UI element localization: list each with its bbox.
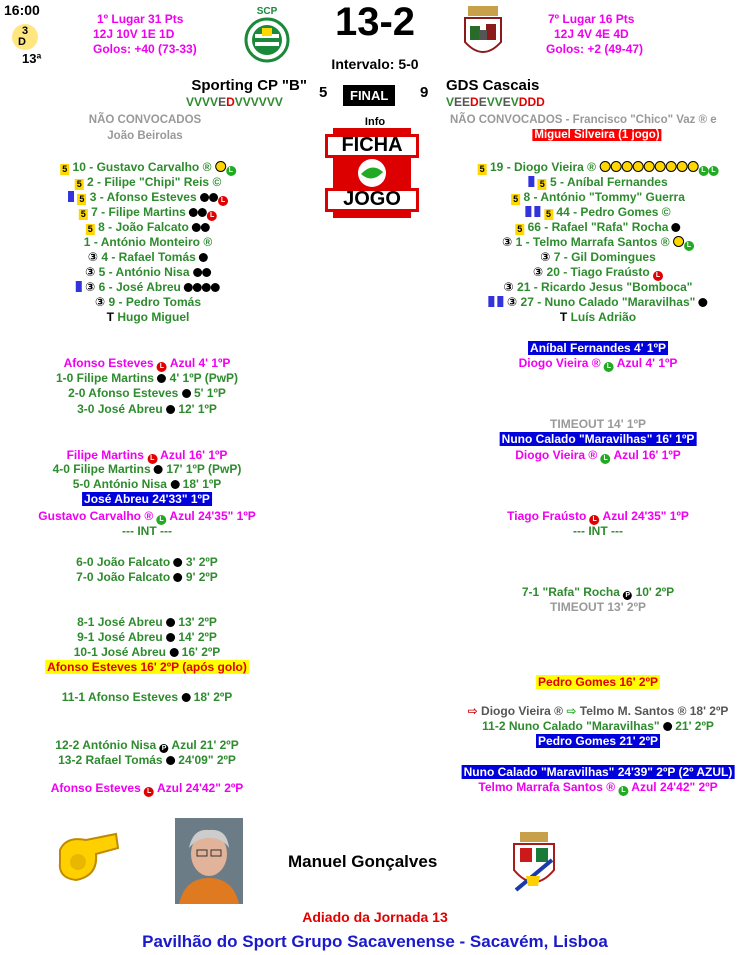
circled-number-icon: ③ [533,265,544,279]
home-player-name: 7 - Filipe Martins [91,205,186,219]
five-fouls-icon: 5 [62,164,68,174]
left-event [77,630,217,644]
five-fouls-icon: 5 [513,194,519,204]
home-player-row [85,265,211,279]
ball-icon [663,722,672,731]
away-form-V: V [446,95,455,109]
sub-in-icon: ⇨ [566,704,577,718]
left-event [77,402,217,416]
away-player-name: 20 - Tiago Fraústo [546,265,650,279]
right-event [550,600,646,614]
circled-number-icon: ③ [85,265,96,279]
match-note: Adiado da Jornada 13 [302,909,448,925]
away-player-name: 5 - Aníbal Fernandes [550,175,668,189]
ball-icon [193,283,202,292]
home-player-name: 5 - António Nisa [98,265,190,279]
home-form [186,95,283,109]
highlight-event: Afonso Esteves 16' 2ºP (após golo) [47,660,247,674]
red-l-icon: L [218,196,228,206]
home-standing [93,12,197,57]
five-fouls-icon: 5 [87,224,93,234]
suspended-player: Miguel Silveira (1 jogo) [534,129,660,141]
left-event [76,570,218,584]
home-player-row [75,175,222,190]
event-detail: 21' 2ºP [671,719,714,733]
away-player-row [560,310,636,324]
left-event [77,615,217,629]
division-logo [10,20,40,52]
away-player-name: 8 - António "Tommy" Guerra [523,190,685,204]
away-player-row [533,265,663,281]
away-player-row [525,205,670,220]
svg-text:SCP: SCP [256,6,278,17]
event-detail: 5' 1ºP [190,386,226,400]
red-l-icon: L [653,271,663,281]
halftime-score: Intervalo: 5-0 [331,56,419,72]
home-not-called-label: NÃO CONVOCADOS [88,114,202,126]
home-player-name: 3 - Afonso Esteves [89,190,197,204]
ball-icon [198,208,207,217]
match-time: 16:00 [4,2,40,18]
yellow-ball-icon [215,161,226,172]
ball-icon [189,208,198,217]
five-fouls-icon: 5 [79,194,85,204]
away-player-row [511,190,685,205]
away-player-name: 1 - Telmo Marrafa Santos ® [515,235,670,249]
ball-icon [699,298,708,307]
left-event [62,690,233,704]
green-l-icon: L [618,786,628,796]
ball-icon [166,756,175,765]
away-player-name: Luís Adrião [570,310,637,324]
ball-icon [200,193,209,202]
event-player: 7-0 João Falcato [76,570,171,584]
home-player-row [79,205,217,221]
left-event [45,660,249,674]
away-form-V: V [510,95,519,109]
home-player-row [86,220,210,235]
away-player-row [502,235,694,251]
yellow-ball-icon [621,161,632,172]
home-player-name: 10 - Gustavo Carvalho ® [72,160,212,174]
green-l-icon: L [601,454,611,464]
home-standing-line1: 1º Lugar 31 Pts [97,12,184,26]
away-player-row [504,280,693,294]
event-player: 7-1 "Rafa" Rocha [521,585,620,599]
event-player: 11-1 Afonso Esteves [61,690,178,704]
ball-icon [166,405,175,414]
referee-avatar [175,818,243,904]
home-form-V: V [210,95,219,109]
home-form-V: V [202,95,211,109]
left-event [64,356,231,372]
svg-text:D: D [18,36,26,48]
five-fouls-icon: 5 [80,209,86,219]
home-player-row [60,160,236,176]
status-badge [344,86,394,105]
away-player-name: 7 - Gil Domingues [553,250,656,264]
event-detail: Azul 24'42" 2ºP [154,781,244,795]
away-team-name: GDS Cascais [446,77,540,94]
penalty-ball-icon: P [623,591,632,600]
home-player-row [107,310,190,324]
green-l-icon: L [226,166,236,176]
away-form-D: D [470,95,479,109]
away-standing [546,12,643,57]
home-form-D: D [226,95,235,109]
referee-name: Manuel Gonçalves [288,852,438,871]
left-event [51,781,244,797]
yellow-ball-icon [676,161,687,172]
event-player: --- INT --- [122,524,172,538]
round-number: 13ª [22,51,42,66]
blue-card-icon [76,281,82,292]
home-form-V: V [258,95,267,109]
event-detail: 18' 1ºP [179,477,222,491]
ball-icon [209,193,218,202]
away-form-E: E [502,95,511,109]
event-player: Afonso Esteves [63,356,154,370]
event-detail: 10' 2ºP [632,585,675,599]
highlight-event: José Abreu 24'33" 1ºP [84,492,210,506]
event-detail: Azul 4' 1ºP [613,356,678,370]
home-form-V: V [234,95,243,109]
home-player-row [68,190,228,206]
event-player: 11-2 Nuno Calado "Maravilhas" [482,719,660,733]
highlight-event: Pedro Gomes 16' 2ºP [538,675,658,689]
home-form-V: V [250,95,259,109]
blue-card-icon [498,296,504,307]
right-event [507,509,689,525]
ball-icon [199,253,208,262]
away-player-row [540,250,656,264]
ball-icon [193,268,202,277]
cascais-crest-icon [460,4,506,64]
event-player: Telmo Marrafa Santos ® [478,780,616,794]
right-event [536,675,660,689]
away-form-E: E [478,95,487,109]
away-not-called-label: NÃO CONVOCADOS - Francisco "Chico" Vaz ® e [450,114,717,126]
ball-icon [202,283,211,292]
home-player-row [76,280,220,294]
home-form-V: V [274,95,283,109]
home-form-V: V [186,95,195,109]
event-player: Tiago Fraústo [507,509,587,523]
five-fouls-icon: 5 [539,179,545,189]
away-form-D: D [518,95,528,109]
away-standing-line1: 7º Lugar 16 Pts [548,12,635,26]
event-player: Diogo Vieira ® [518,356,601,370]
highlight-event: Nuno Calado "Maravilhas" 24'39" 2ºP (2º AZUL) [463,765,733,779]
yellow-ball-icon [610,161,621,172]
away-player-row [528,175,667,190]
ball-icon [201,223,210,232]
highlight-event: Nuno Calado "Maravilhas" 16' 1ºP [501,432,695,446]
home-player-name: 4 - Rafael Tomás [101,250,196,264]
five-fouls-icon: 5 [76,179,82,189]
venue: Pavilhão do Sport Grupo Sacavenense - Sacavém, Lisboa [142,932,608,951]
home-form-E: E [218,95,227,109]
green-l-icon: L [698,166,708,176]
event-detail: 9' 2ºP [182,570,218,584]
green-l-icon: L [708,166,718,176]
home-player-row [88,250,208,264]
home-standing-line3: Golos: +40 (73-33) [93,42,197,56]
yellow-ball-icon [687,161,698,172]
event-detail: 17' 1ºP (PwP) [162,462,242,476]
ball-icon [182,389,191,398]
home-form-V: V [242,95,251,109]
coach-icon: T [559,310,568,324]
status-label: FINAL [350,88,389,103]
event-player: TIMEOUT 13' 2ºP [550,600,646,614]
event-detail: Azul 4' 1ºP [166,356,231,370]
left-event [58,753,236,767]
home-player-name: Hugo Miguel [117,310,190,324]
left-event [73,477,222,491]
away-form-V: V [486,95,495,109]
sporting-crest-icon [244,4,290,64]
left-event [122,524,172,538]
ball-icon [211,283,220,292]
highlight-event: Aníbal Fernandes 4' 1ºP [530,341,666,355]
right-event [528,341,668,355]
right-event [468,704,729,718]
left-event [68,386,226,400]
home-form-V: V [194,95,203,109]
event-player: 5-0 António Nisa [72,477,167,491]
away-form-E: E [454,95,463,109]
ficha-jogo-button[interactable] [325,128,419,218]
left-event [82,492,212,506]
event-detail: Telmo M. Santos ® 18' 2ºP [579,704,729,718]
home-player-name: 2 - Filipe "Chipi" Reis © [87,175,222,189]
home-player-name: 1 - António Monteiro ® [83,235,213,249]
event-detail: Azul 21' 2ºP [168,738,239,752]
red-l-icon: L [590,515,600,525]
home-player-name: 6 - José Abreu [98,280,181,294]
left-event [55,738,238,753]
away-player-name: 21 - Ricardo Jesus "Bomboca" [517,280,693,294]
right-event [482,719,714,733]
right-event [500,432,697,446]
event-detail: 4' 1ºP (PwP) [166,371,239,385]
home-standing-line2: 12J 10V 1E 1D [93,27,175,41]
final-score: 13-2 [334,0,416,44]
ball-icon [202,268,211,277]
event-player: Diogo Vieira ® [515,448,598,462]
ball-icon [169,648,178,657]
five-fouls-icon: 5 [479,164,485,174]
event-detail: Azul 24'35" 1ºP [166,509,256,523]
yellow-ball-icon [599,161,610,172]
event-player: 4-0 Filipe Martins [52,462,151,476]
event-player: 8-1 José Abreu [77,615,163,629]
away-form-D: D [536,95,545,109]
ball-icon [181,693,190,702]
event-detail: 24'09" 2ºP [174,753,236,767]
green-l-icon: L [604,362,614,372]
referee-photo [175,818,243,904]
green-l-icon: L [684,241,694,251]
event-player: 10-1 José Abreu [73,645,166,659]
ball-icon [166,633,175,642]
ball-icon [672,223,681,232]
right-event [519,356,678,372]
away-form-E: E [462,95,471,109]
whistle-icon [52,826,122,893]
right-event [462,765,735,779]
event-detail: 14' 2ºP [175,630,217,644]
away-standing-line2: 12J 4V 4E 4D [554,27,629,41]
blue-card-icon [525,206,531,217]
home-not-called: João Beirolas [107,130,183,142]
yellow-ball-icon [643,161,654,172]
circled-number-icon: ③ [87,250,98,264]
left-event [76,555,218,569]
event-player: 12-2 António Nisa [55,738,157,752]
away-crest [460,4,506,64]
event-player: 9-1 José Abreu [77,630,163,644]
svg-text:3: 3 [21,25,29,37]
right-event [573,524,623,538]
left-event [38,509,255,525]
away-player-name: 27 - Nuno Calado "Maravilhas" [520,295,696,309]
right-event [522,585,674,600]
ficha-label: FICHA [341,134,403,156]
away-player-name: 19 - Diogo Vieira ® [490,160,596,174]
event-detail: 16' 2ºP [178,645,221,659]
event-player: 13-2 Rafael Tomás [58,753,163,767]
penalty-ball-icon: P [160,744,169,753]
event-detail: Azul 16' 1ºP [610,448,681,462]
ball-icon [170,480,179,489]
right-event [515,448,680,464]
yellow-ball-icon [673,236,684,247]
red-l-icon: L [144,787,154,797]
left-event [53,462,242,476]
circled-number-icon: ③ [507,295,518,309]
home-player-row [95,295,201,309]
away-form-V: V [494,95,503,109]
home-team-name: Sporting CP "B" [191,77,307,94]
event-detail: 3' 2ºP [182,555,218,569]
event-player: 1-0 Filipe Martins [55,371,154,385]
venue-crest-icon [510,832,558,901]
event-detail: Azul 24'35" 1ºP [599,509,689,523]
event-detail: 13' 2ºP [175,615,217,629]
event-player: 3-0 José Abreu [77,402,163,416]
left-event [56,371,238,385]
event-detail: Azul 24'42" 2ºP [628,780,718,794]
event-player: 6-0 João Falcato [76,555,171,569]
blue-card-icon [488,296,494,307]
event-player: Filipe Martins [66,448,144,462]
away-standing-line3: Golos: +2 (49-47) [546,42,644,56]
away-player-name: 44 - Pedro Gomes © [556,205,671,219]
event-detail: 18' 2ºP [190,690,233,704]
away-form-D: D [527,95,537,109]
ball-icon [192,223,201,232]
circled-number-icon: ③ [503,280,514,294]
away-form [446,95,545,109]
event-detail: Azul 16' 1ºP [157,448,228,462]
away-player-row [478,160,719,176]
circled-number-icon: ③ [502,235,513,249]
home-form-V: V [266,95,275,109]
home-player-name: 8 - João Falcato [98,220,189,234]
red-l-icon: L [207,211,217,221]
yellow-ball-icon [665,161,676,172]
home-player-name: 9 - Pedro Tomás [108,295,201,309]
away-not-called-red [532,129,661,141]
highlight-event: Pedro Gomes 21' 2ºP [538,734,658,748]
left-event [74,645,221,659]
blue-card-icon [535,206,541,217]
right-event [536,734,660,748]
circled-number-icon: ③ [540,250,551,264]
circled-number-icon: ③ [85,280,96,294]
circled-number-icon: ③ [95,295,106,309]
ball-icon [184,283,193,292]
away-player-name: 66 - Rafael "Rafa" Rocha [527,220,669,234]
red-l-icon: L [147,454,157,464]
five-fouls-icon: 5 [546,209,552,219]
event-player: Afonso Esteves [50,781,141,795]
jogo-label: JOGO [343,188,401,210]
away-player-row [515,220,680,235]
ball-icon [166,618,175,627]
yellow-ball-icon [654,161,665,172]
red-l-icon: L [157,362,167,372]
away-player-row [488,295,707,309]
event-player: 2-0 Afonso Esteves [68,386,179,400]
coach-icon: T [106,310,114,324]
away-team-fouls: 9 [420,84,429,101]
event-player: TIMEOUT 14' 1ºP [550,417,646,431]
five-fouls-icon: 5 [517,224,523,234]
info-label: Info [364,116,386,128]
event-player: --- INT --- [573,524,623,538]
green-l-icon: L [157,515,167,525]
division-icon [10,20,40,52]
blue-card-icon [528,176,534,187]
event-player: Diogo Vieira ® [481,704,564,718]
event-player: Gustavo Carvalho ® [38,509,154,523]
event-detail: 12' 1ºP [175,402,217,416]
home-team-fouls: 5 [319,84,328,101]
sub-out-icon: ⇨ [467,704,478,718]
home-crest [244,4,290,64]
right-event [550,417,646,431]
home-player-row [84,235,212,249]
right-event [478,780,717,796]
yellow-ball-icon [632,161,643,172]
blue-card-icon [68,191,74,202]
